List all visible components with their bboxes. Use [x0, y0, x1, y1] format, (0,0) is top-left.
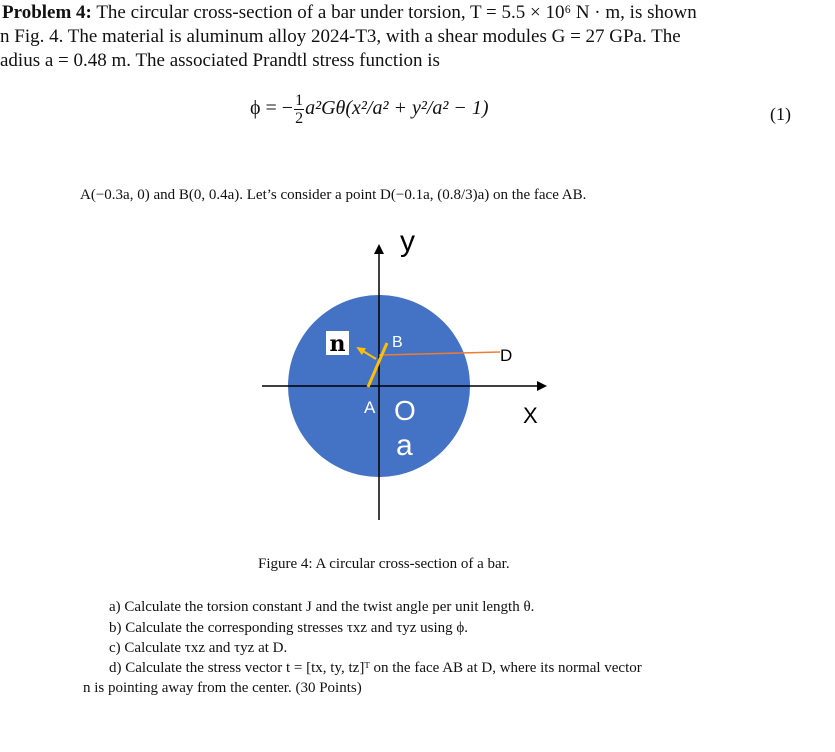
normal-label: n [329, 331, 346, 357]
origin-label: O [394, 395, 416, 426]
x-axis-label: X [523, 403, 538, 428]
equation-number: (1) [770, 104, 791, 124]
radius-label: a [396, 429, 413, 462]
question-b: b) Calculate the corresponding stresses τxz and τyz using ϕ. [109, 620, 469, 636]
points-definition: A(−0.3a, 0) and B(0, 0.4a). Let’s consider a point D(−0.1a, (0.8/3)a) on the face AB. [80, 187, 587, 203]
point-D-label: D [500, 346, 513, 365]
y-axis-label: y [400, 225, 415, 258]
problem-line-3: adius a = 0.48 m. The associated Prandtl stress function is [0, 50, 440, 71]
question-c: c) Calculate τxz and τyz at D. [109, 640, 288, 656]
question-a: a) Calculate the torsion constant J and the twist angle per unit length θ. [109, 599, 535, 615]
fraction-denominator: 2 [295, 110, 304, 127]
point-A-label: A [364, 398, 376, 417]
fraction-numerator: 1 [295, 92, 304, 109]
point-B-label: B [392, 334, 403, 351]
equation-rhs: a²Gθ(x²/a² + y²/a² − 1) [305, 97, 489, 120]
figure-caption: Figure 4: A circular cross-section of a bar. [258, 556, 510, 572]
problem-text-1: The circular cross-section of a bar under torsion, T = 5.5 × 10⁶ N · m, is shown [96, 2, 697, 23]
question-d: d) Calculate the stress vector t = [tx, ty, tz]ᵀ on the face AB at D, where its normal vector [109, 660, 642, 676]
problem-line-2: n Fig. 4. The material is aluminum alloy 2024-T3, with a shear modules G = 27 GPa. The [0, 26, 681, 47]
problem-heading: Problem 4: [2, 2, 92, 23]
equation-lhs: ϕ = − [250, 97, 294, 120]
question-d-continued: n is pointing away from the center. (30 Points) [83, 680, 362, 696]
